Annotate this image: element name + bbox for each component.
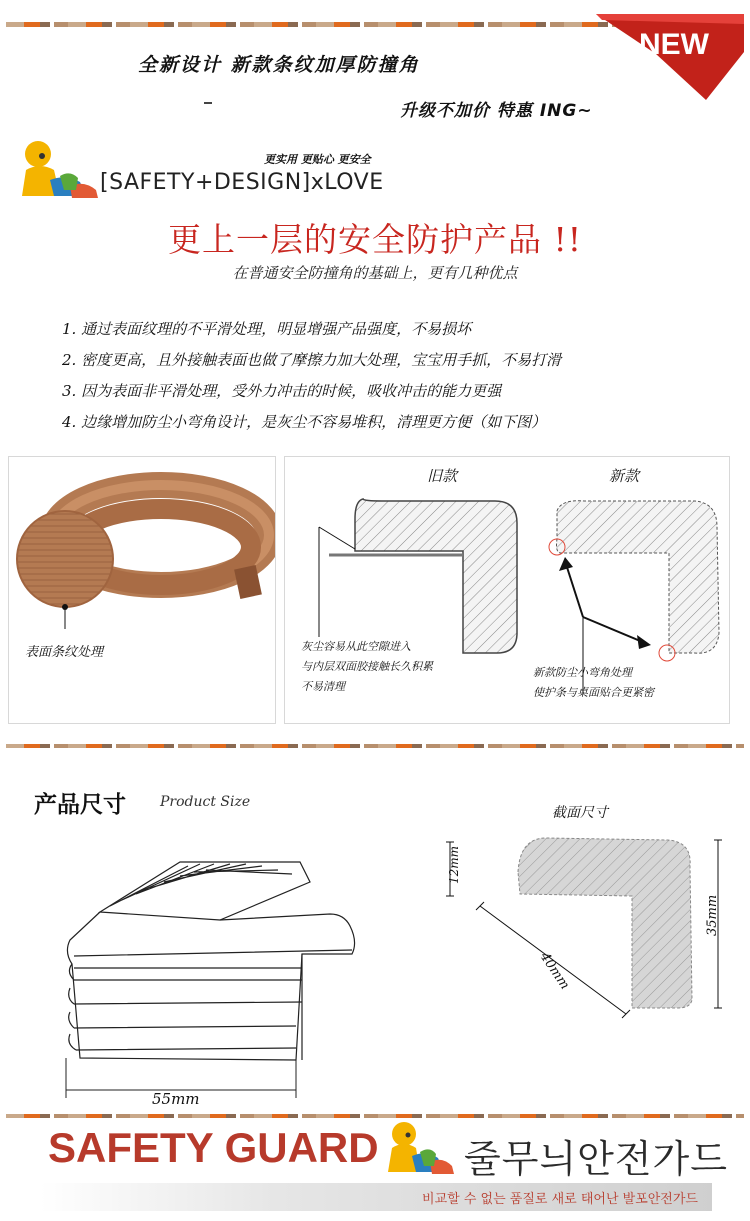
new-style-label: 新款 [609,467,640,485]
brand-tagline: 更实用 更贴心 更安全 [264,153,371,166]
note-line: 使护条与桌面贴合更紧密 [533,686,654,699]
texture-caption: 表面条纹处理 [25,645,104,660]
texture-panel [8,456,276,724]
feature-item: 4. 边缘增加防尘小弯角设计，是灰尘不容易堆积，清理更方便（如下图） [62,413,547,431]
cross-section-label: 截面尺寸 [552,805,608,821]
baby-mascot-icon [20,140,100,200]
comparison-panel [284,456,730,724]
footer-brand-korean: 줄무늬안전가드 [464,1137,728,1181]
underline-mark [204,102,212,104]
brand-name: [SAFETY+DESIGN]xLOVE [100,170,384,195]
page-title: 全新设计 新款条纹加厚防撞角 [138,54,420,76]
old-style-label: 旧款 [427,467,458,485]
footer-slogan: 비교할 수 없는 품질로 새로 태어난 발포안전가드 [422,1192,698,1207]
headline: 更上一层的安全防护产品 !! [167,220,582,259]
length-dimension-label: 55mm [152,1090,200,1108]
footer-brand: SAFETY GUARD [48,1124,379,1171]
note-line: 新款防尘小弯角处理 [533,666,632,679]
new-badge [596,14,744,100]
footer-divider-stripe [6,1114,744,1118]
old-style-note [301,637,433,697]
feature-item: 3. 因为表面非平滑处理，受外力冲击的时候，吸收冲击的能力更强 [62,382,502,400]
note-line: 不易清理 [301,680,345,693]
feature-item: 2. 密度更高，且外接触表面也做了摩擦力加大处理，宝宝用手抓，不易打滑 [62,351,562,369]
feature-list [62,318,561,442]
footer-baby-mascot-icon [386,1120,456,1176]
width-dimension-label: 40mm [536,949,573,993]
feature-item: 1. 通过表面纹理的不平滑处理，明显增强产品强度，不易损坏 [62,320,472,338]
new-badge-label: NEW [639,28,709,61]
height-dimension-label: 12mm [447,845,461,884]
section-divider-stripe [6,744,744,748]
cross-section-drawing [436,824,736,1054]
new-style-note [533,663,654,703]
product-roll-image [9,457,275,657]
subheadline: 在普通安全防撞角的基础上，更有几种优点 [232,264,518,282]
note-line: 灰尘容易从此空隙进入 [301,640,411,653]
size-section-title: 产品尺寸 [34,791,126,818]
promo-text: 升级不加价 特惠 ING~ [400,101,593,121]
size-section-subtitle: Product Size [160,794,251,810]
product-3d-drawing [40,822,380,1112]
note-line: 与内层双面胶接触长久积累 [301,660,433,673]
total-dimension-label: 35mm [705,894,720,936]
